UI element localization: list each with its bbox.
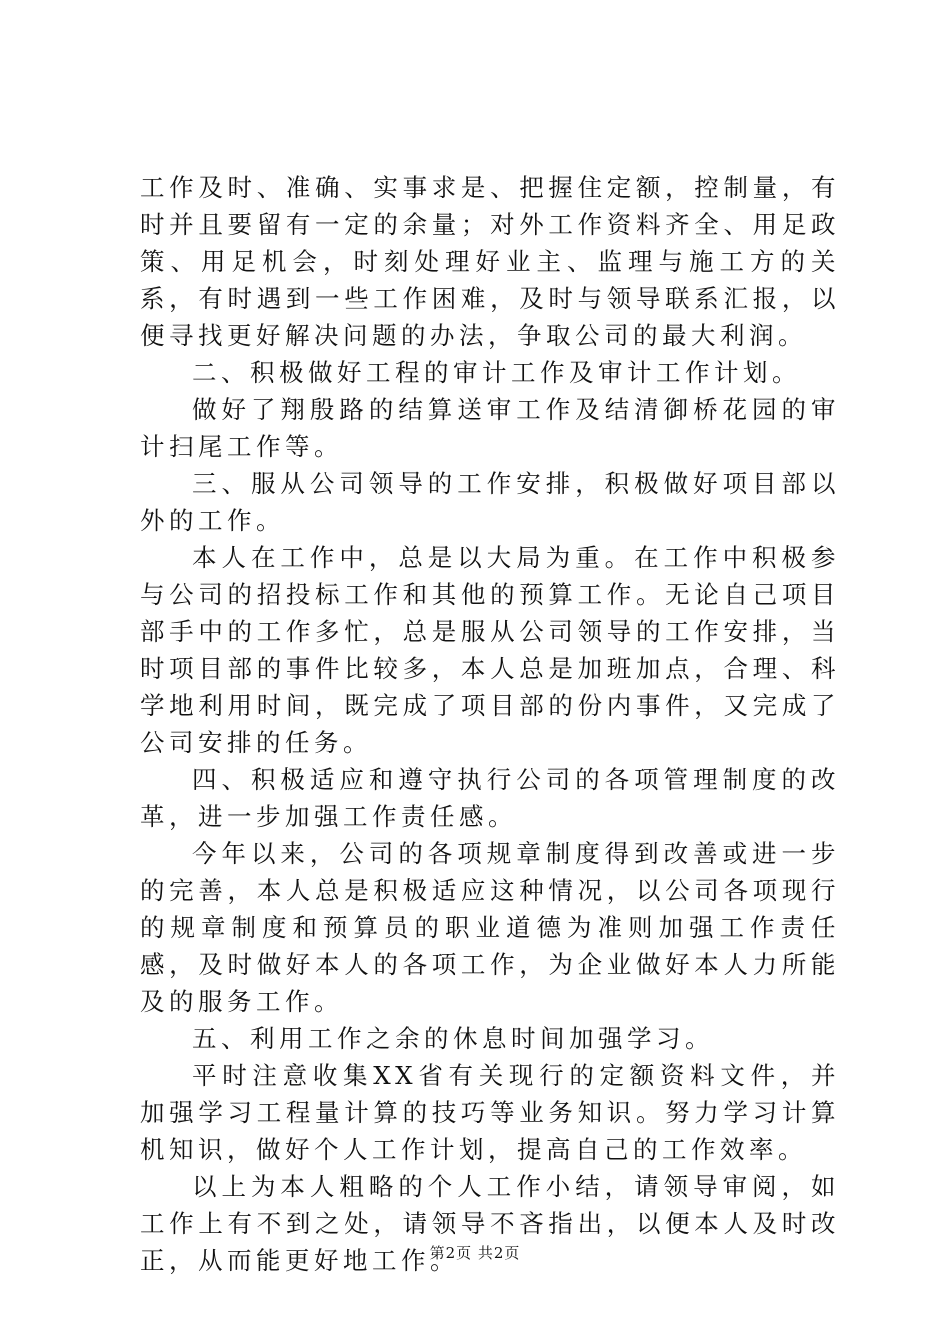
section-heading-5: 五、利用工作之余的休息时间加强学习。 bbox=[192, 1024, 714, 1053]
paragraph: 平时注意收集XX省有关现行的定额资料文件，并加强学习工程量计算的技巧等业务知识。努力学习计算机知识，做好个人工作计划，提高自己的工作效率。 bbox=[140, 1061, 840, 1164]
section-heading-3: 三、服从公司领导的工作安排，积极做好项目部以外的工作。 bbox=[140, 469, 840, 535]
closing-paragraph: 以上为本人粗略的个人工作小结，请领导审阅，如工作上有不到之处，请领导不吝指出，以便本人及时改正，从而能更好地工作。 bbox=[140, 1172, 840, 1275]
paragraph: 今年以来，公司的各项规章制度得到改善或进一步的完善，本人总是积极适应这种情况，以公司各项现行的规章制度和预算员的职业道德为准则加强工作责任感，及时做好本人的各项工作，为企业做好本人力所能及的服务工作。 bbox=[140, 839, 840, 1016]
section-heading-2: 二、积极做好工程的审计工作及审计工作计划。 bbox=[192, 358, 801, 387]
paragraph: 本人在工作中，总是以大局为重。在工作中积极参与公司的招投标工作和其他的预算工作。无论自己项目部手中的工作多忙，总是服从公司领导的工作安排，当时项目部的事件比较多，本人总是加班加点，合理、科学地利用时间，既完成了项目部的份内事件，又完成了公司安排的任务。 bbox=[140, 543, 840, 757]
document-body bbox=[140, 169, 840, 1279]
section-heading-4: 四、积极适应和遵守执行公司的各项管理制度的改革，进一步加强工作责任感。 bbox=[140, 765, 840, 831]
paragraph-continuation: 工作及时、准确、实事求是、把握住定额，控制量，有时并且要留有一定的余量；对外工作资料齐全、用足政策、用足机会，时刻处理好业主、监理与施工方的关系，有时遇到一些工作困难，及时与领导联系汇报，以便寻找更好解决问题的办法，争取公司的最大利润。 bbox=[140, 173, 840, 350]
paragraph: 做好了翔殷路的结算送审工作及结清御桥花园的审计扫尾工作等。 bbox=[140, 395, 840, 461]
page-number-footer: 第2页 共2页 bbox=[429, 1244, 521, 1262]
